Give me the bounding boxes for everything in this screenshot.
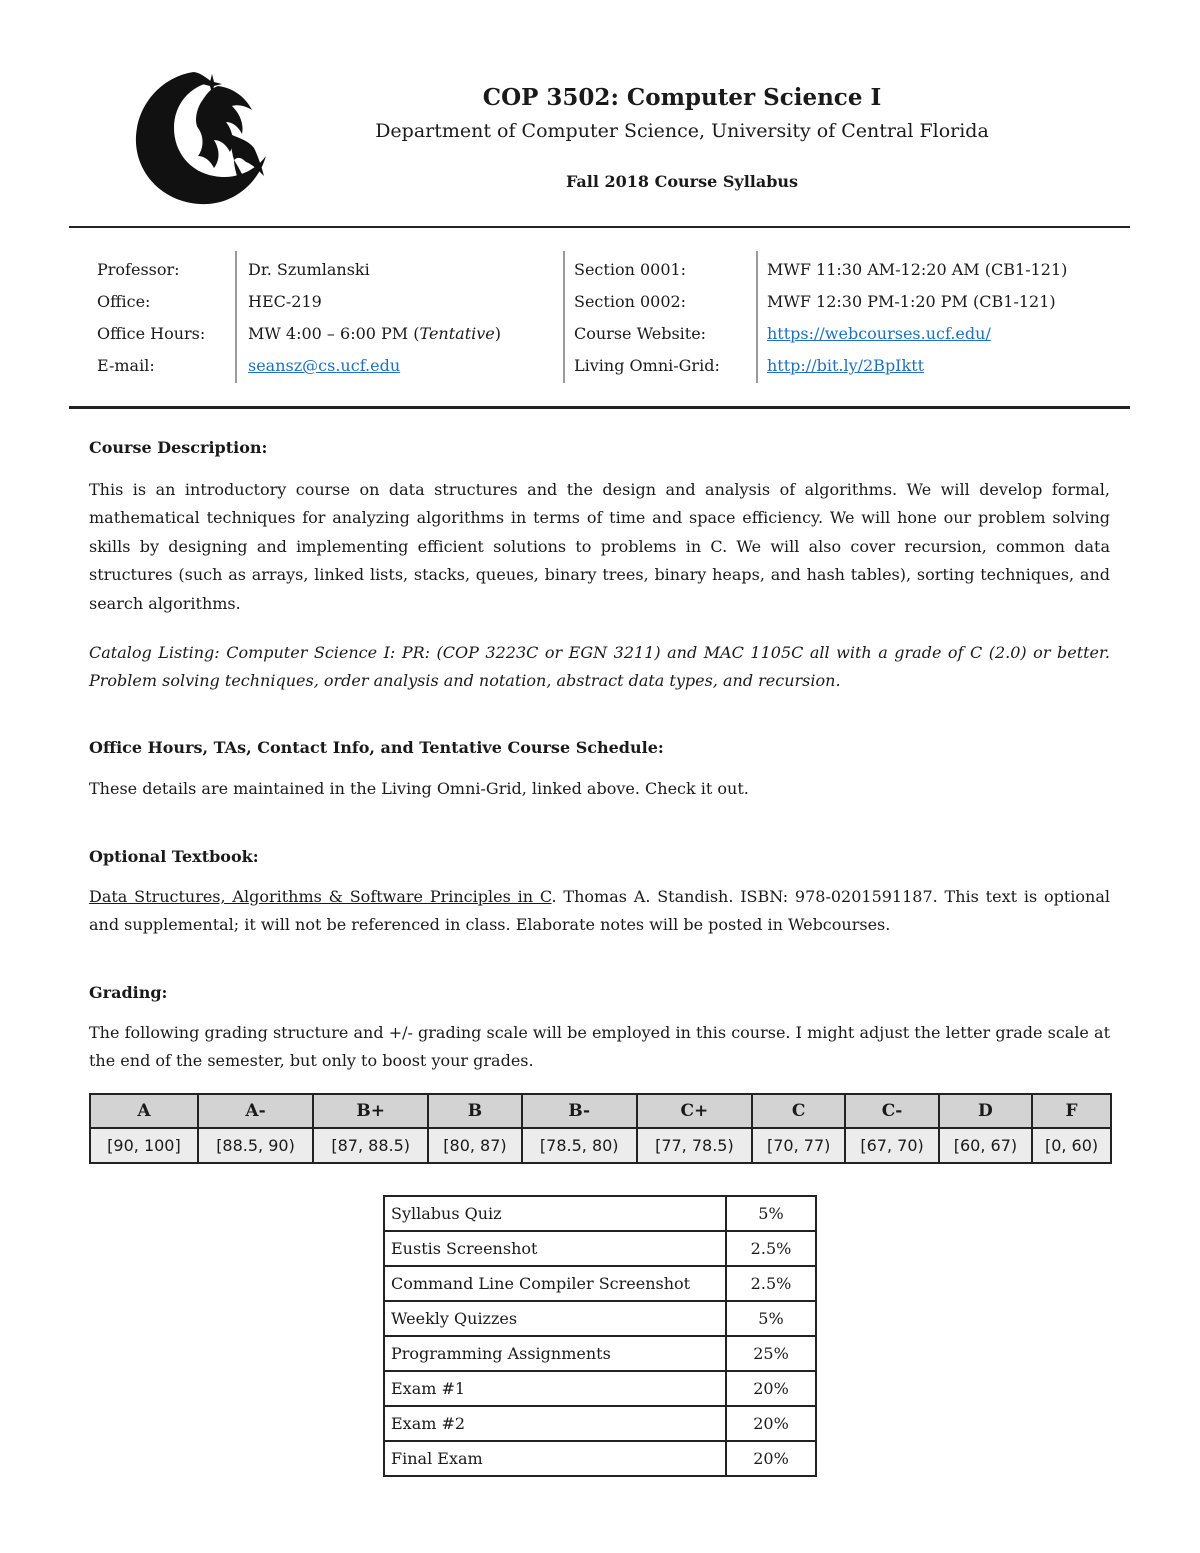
grade-letter: D (939, 1094, 1032, 1128)
weight-percent: 2.5% (726, 1266, 816, 1301)
grade-letter: A- (198, 1094, 313, 1128)
grade-weights-table (383, 1195, 817, 1477)
table-row (384, 1196, 816, 1231)
weight-percent: 2.5% (726, 1231, 816, 1266)
course-description-body: This is an introductory course on data structures and the design and analysis of algorithms. We will develop formal, mathematical techniques for analyzing algorithms in terms of time and space efficiency. We will hone our problem solving skills by designing and implementing efficient solutions to problems in C. We will also cover recursion, common data structures (such as arrays, linked lists, stacks, queues, binary trees, binary heaps, and hash tables), sorting techniques, and search algorithms. (89, 480, 1110, 613)
grade-ranges-row (90, 1128, 1111, 1163)
label-section-0001: Section 0001: (574, 260, 687, 279)
weight-item: Exam #2 (384, 1406, 726, 1441)
weight-item: Programming Assignments (384, 1336, 726, 1371)
grade-letter: B- (522, 1094, 637, 1128)
email-link[interactable]: seansz@cs.ucf.edu (248, 356, 401, 375)
label-omni-grid: Living Omni-Grid: (574, 356, 720, 375)
weight-item: Syllabus Quiz (384, 1196, 726, 1231)
separator-3 (756, 251, 758, 383)
separator-1 (235, 251, 237, 383)
grade-scale-table (89, 1093, 1112, 1164)
textbook-body (89, 883, 1110, 940)
ucf-pegasus-logo (134, 64, 268, 206)
weight-item: Exam #1 (384, 1371, 726, 1406)
textbook-title: Data Structures, Algorithms & Software Principles in C (89, 887, 552, 906)
grade-range: [0, 60) (1032, 1128, 1111, 1163)
term-line: Fall 2018 Course Syllabus (565, 172, 799, 191)
office-hours-heading: Office Hours, TAs, Contact Info, and Tentative Course Schedule: (89, 738, 664, 757)
course-title: COP 3502: Computer Science I (482, 84, 882, 111)
grading-heading: Grading: (89, 983, 168, 1002)
weight-item: Final Exam (384, 1441, 726, 1476)
office-hours-close: ) (494, 324, 501, 343)
weight-percent: 25% (726, 1336, 816, 1371)
office-location: HEC-219 (248, 292, 322, 311)
office-hours-value (248, 318, 501, 350)
grade-letter: C- (845, 1094, 938, 1128)
table-row (384, 1371, 816, 1406)
grade-letter: B+ (313, 1094, 428, 1128)
weight-item: Eustis Screenshot (384, 1231, 726, 1266)
label-professor: Professor: (97, 260, 180, 279)
table-row (384, 1266, 816, 1301)
divider-bottom (69, 406, 1130, 409)
table-row (384, 1231, 816, 1266)
omni-grid-link[interactable]: http://bit.ly/2BpIktt (767, 356, 925, 375)
section-0002-time: MWF 12:30 PM-1:20 PM (CB1-121) (767, 292, 1056, 311)
weight-percent: 20% (726, 1406, 816, 1441)
label-office: Office: (97, 292, 151, 311)
grade-range: [78.5, 80) (522, 1128, 637, 1163)
grade-range: [80, 87) (428, 1128, 521, 1163)
grade-range: [70, 77) (752, 1128, 845, 1163)
table-row (384, 1336, 816, 1371)
info-values-right (767, 254, 1067, 382)
grade-letters-row (90, 1094, 1111, 1128)
section-0001-time: MWF 11:30 AM-12:20 AM (CB1-121) (767, 260, 1068, 279)
grade-range: [60, 67) (939, 1128, 1032, 1163)
course-description-heading: Course Description: (89, 438, 268, 457)
label-office-hours: Office Hours: (97, 324, 206, 343)
textbook-details: . Thomas A. Standish. ISBN: 978-0201591187. This text is optional and supplemental; it will not be referenced in class. Elaborate notes will be posted in Webcourses. (89, 887, 1110, 935)
grade-letter: C (752, 1094, 845, 1128)
grade-letter: C+ (637, 1094, 752, 1128)
grade-letter: F (1032, 1094, 1111, 1128)
office-hours-time: MW 4:00 – 6:00 PM ( (248, 324, 420, 343)
textbook-heading: Optional Textbook: (89, 847, 259, 866)
weight-percent: 20% (726, 1441, 816, 1476)
label-email: E-mail: (97, 356, 155, 375)
divider-top (69, 226, 1130, 228)
grade-range: [67, 70) (845, 1128, 938, 1163)
weight-item: Weekly Quizzes (384, 1301, 726, 1336)
grade-range: [90, 100] (90, 1128, 198, 1163)
grade-range: [88.5, 90) (198, 1128, 313, 1163)
info-values-left (248, 254, 501, 382)
course-website-link[interactable]: https://webcourses.ucf.edu/ (767, 324, 991, 343)
weight-percent: 20% (726, 1371, 816, 1406)
separator-2 (563, 251, 565, 383)
grade-range: [77, 78.5) (637, 1128, 752, 1163)
table-row (384, 1441, 816, 1476)
grade-letter: B (428, 1094, 521, 1128)
table-row (384, 1301, 816, 1336)
grade-range: [87, 88.5) (313, 1128, 428, 1163)
department-line: Department of Computer Science, University of Central Florida (375, 120, 989, 142)
office-hours-tentative: Tentative (419, 324, 495, 343)
label-course-website: Course Website: (574, 324, 707, 343)
label-section-0002: Section 0002: (574, 292, 687, 311)
table-row (384, 1406, 816, 1441)
office-hours-body: These details are maintained in the Living Omni-Grid, linked above. Check it out. (89, 779, 749, 798)
grading-body: The following grading structure and +/- grading scale will be employed in this course. I might adjust the letter grade scale at the end of the semester, but only to boost your grades. (89, 1023, 1110, 1071)
grade-letter: A (90, 1094, 198, 1128)
info-labels-right (574, 254, 720, 382)
catalog-listing: Catalog Listing: Computer Science I: PR: (COP 3223C or EGN 3211) and MAC 1105C all with a grade of C (2.0) or better. Problem solving techniques, order analysis and notation, abstract data types, and recursion. (89, 643, 1110, 691)
weight-item: Command Line Compiler Screenshot (384, 1266, 726, 1301)
weight-percent: 5% (726, 1196, 816, 1231)
professor-name: Dr. Szumlanski (248, 260, 370, 279)
weight-percent: 5% (726, 1301, 816, 1336)
info-labels-left (97, 254, 205, 382)
